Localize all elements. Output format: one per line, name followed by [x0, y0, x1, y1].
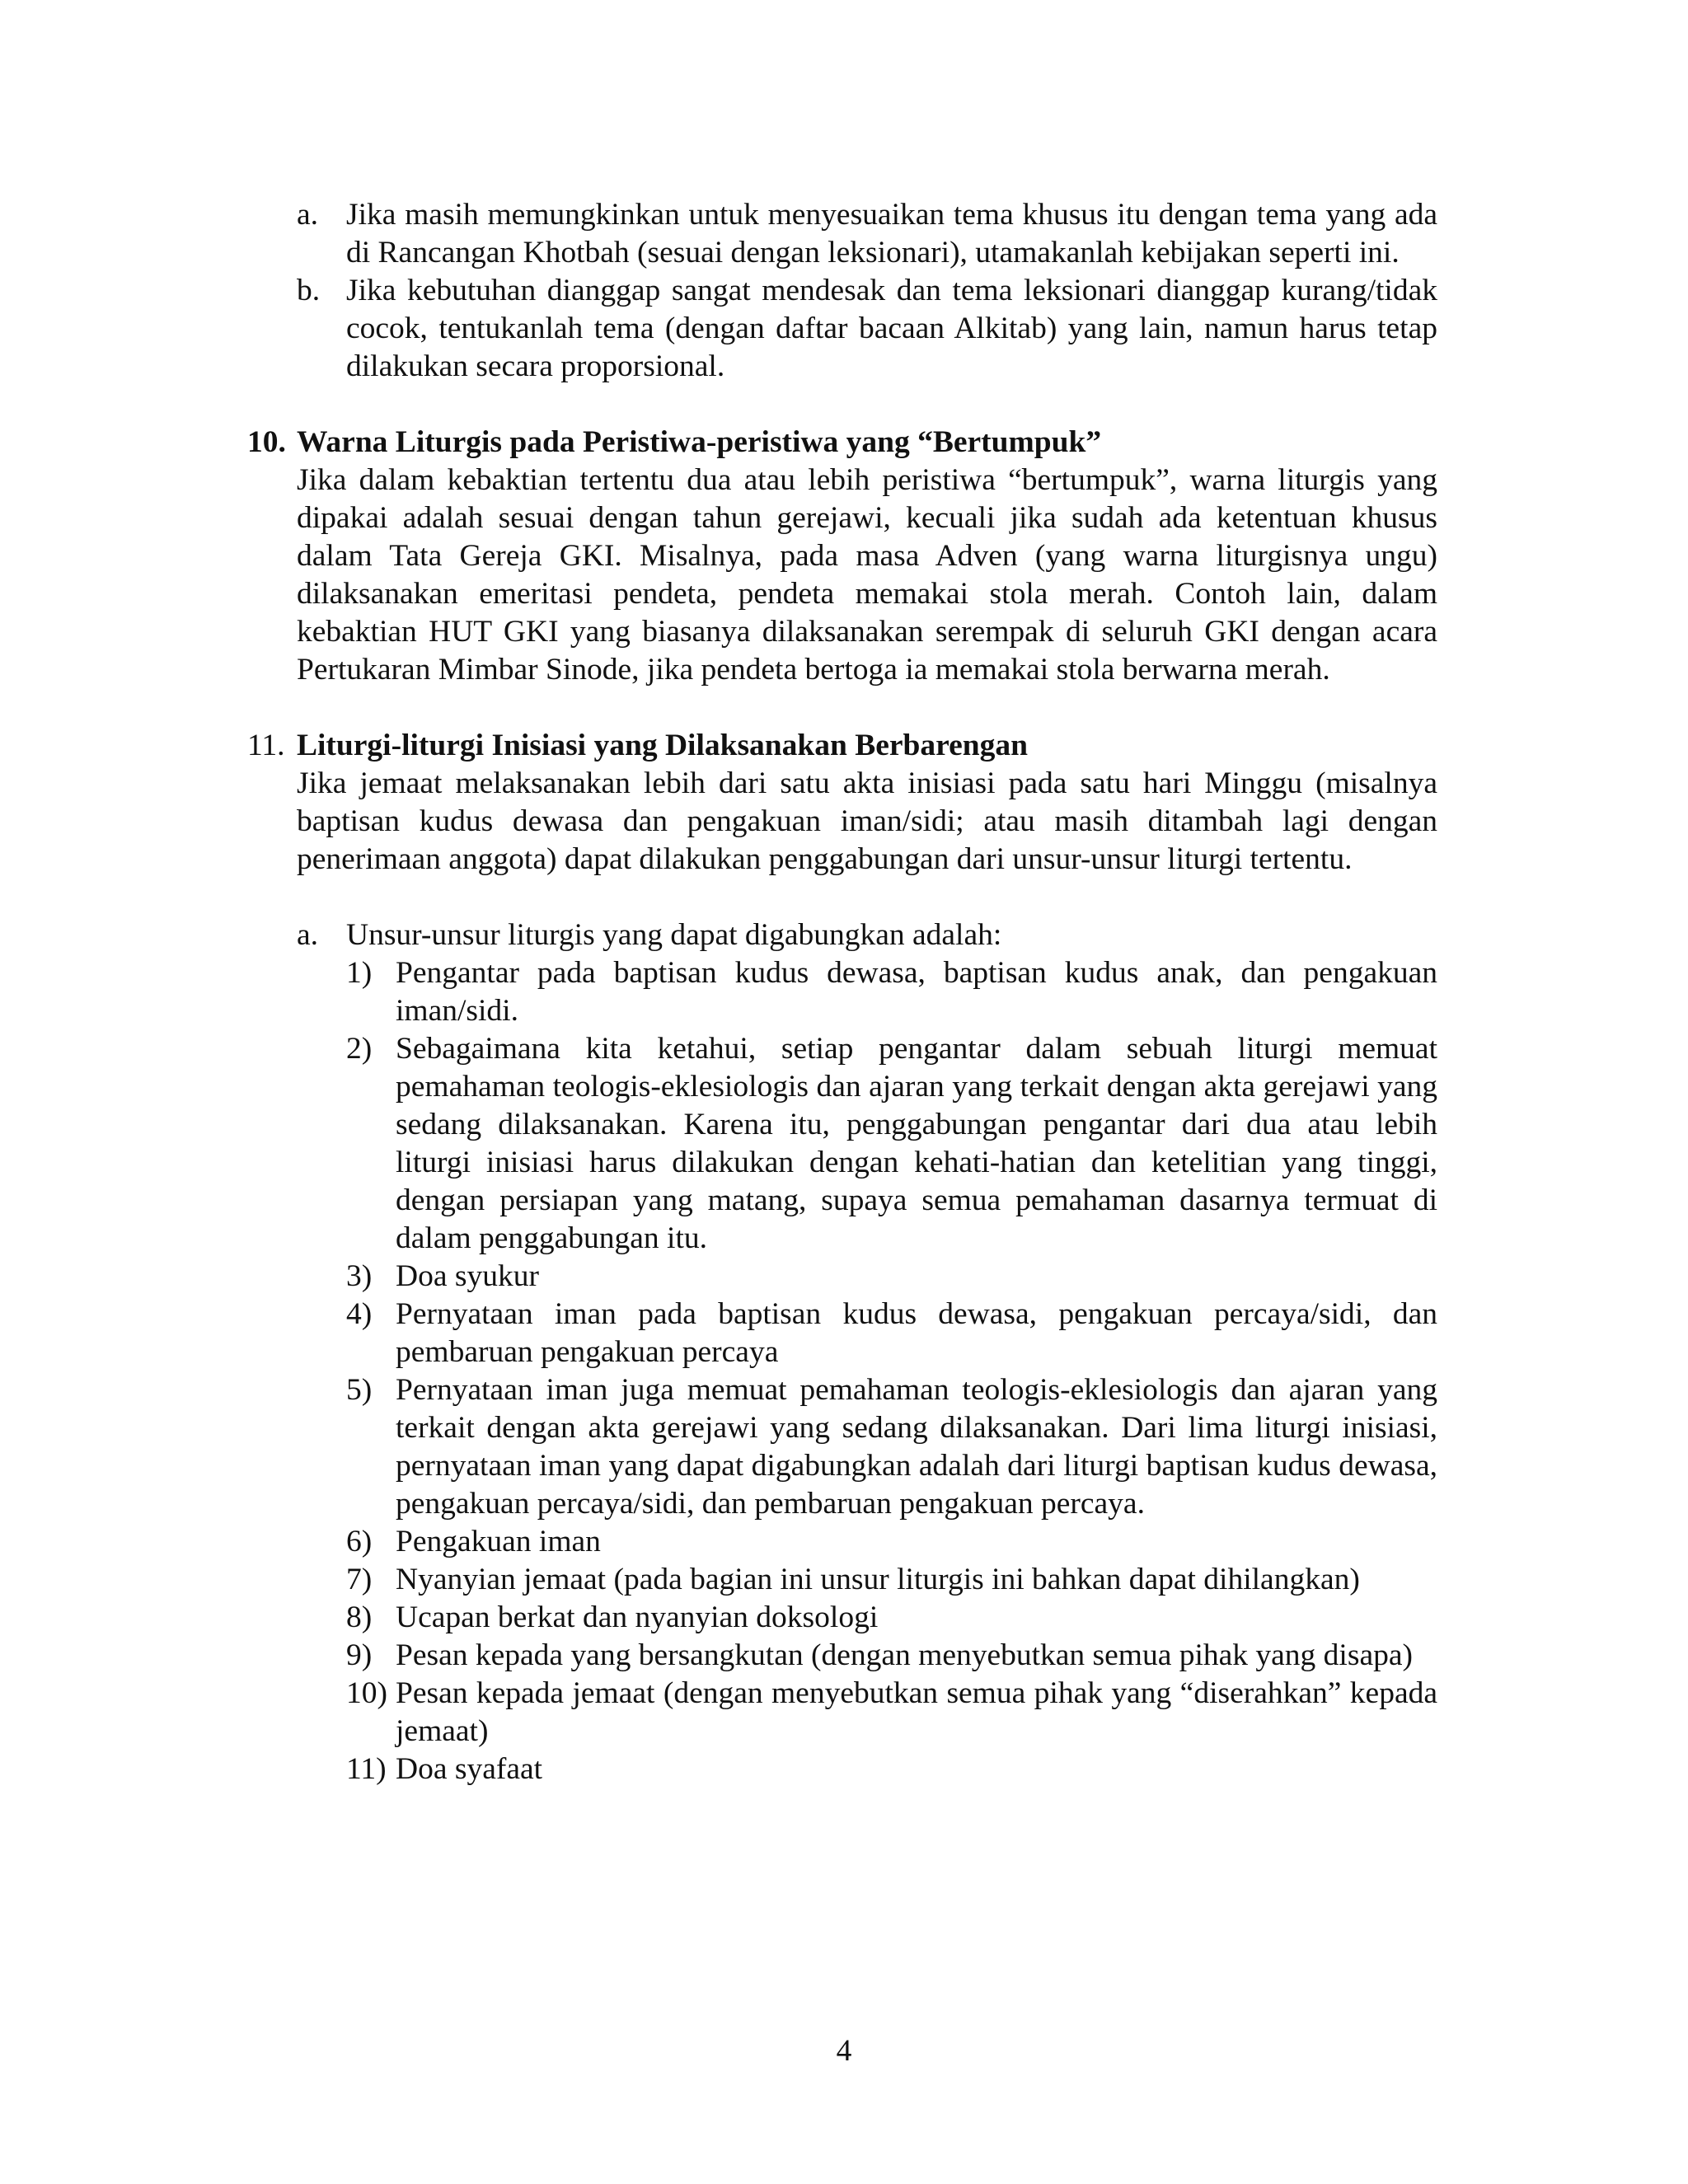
item-number: 6) — [346, 1525, 373, 1558]
numbered-item — [247, 1296, 1437, 1371]
numbered-item — [247, 1637, 1437, 1675]
numbered-item — [247, 1371, 1437, 1523]
numbered-item — [247, 1030, 1437, 1258]
list-item — [247, 916, 1437, 954]
item-number: 8) — [346, 1601, 373, 1634]
item-number: 4) — [346, 1297, 373, 1331]
spacer — [247, 386, 1437, 424]
item-number: 3) — [346, 1259, 373, 1293]
section-body: Jika jemaat melaksanakan lebih dari satu akta inisiasi pada satu hari Minggu (misalnya baptisan kudus dewasa dan pengakuan iman/sidi; atau masih ditambah lagi dengan penerimaan anggota) dapat dilakukan penggabungan dari unsur-unsur liturgi tertentu. — [297, 766, 1437, 876]
numbered-item — [247, 1750, 1437, 1788]
section-title: Liturgi-liturgi Inisiasi yang Dilaksanakan Berbarengan — [297, 729, 1028, 762]
item-text: Doa syafaat — [396, 1752, 543, 1786]
spacer — [247, 879, 1437, 916]
item-number: 2) — [346, 1032, 373, 1066]
numbered-item — [247, 1523, 1437, 1561]
item-text: Doa syukur — [396, 1259, 539, 1293]
section-number: 11. — [247, 729, 285, 762]
item-number: 1) — [346, 956, 373, 990]
list-marker: a. — [297, 198, 319, 232]
section-heading-11 — [247, 727, 1437, 765]
item-text: Pesan kepada yang bersangkutan (dengan menyebutkan semua pihak yang disapa) — [396, 1638, 1413, 1672]
item-text: Pesan kepada jemaat (dengan menyebutkan semua pihak yang “diserahkan” kepada jemaat) — [396, 1676, 1437, 1748]
numbered-item — [247, 1675, 1437, 1750]
item-number: 5) — [346, 1373, 373, 1407]
item-text: Sebagaimana kita ketahui, setiap pengantar dalam sebuah liturgi memuat pemahaman teologis-eklesiologis dan ajaran yang terkait dengan akta gerejawi yang sedang dilaksanakan. Karena itu, penggabungan pengantar dari dua atau lebih liturgi inisiasi harus dilakukan dengan kehati-hatian dan ketelitian yang tinggi, dengan persiapan yang matang, supaya semua pemahaman dasarnya termuat di dalam penggabungan itu. — [396, 1032, 1437, 1255]
item-text: Pengakuan iman — [396, 1525, 601, 1558]
list-marker: a. — [297, 918, 319, 952]
list-item — [247, 272, 1437, 386]
item-text: Pernyataan iman juga memuat pemahaman teologis-eklesiologis dan ajaran yang terkait dengan akta gerejawi yang sedang dilaksanakan. Dari lima liturgi inisiasi, pernyataan iman yang dapat digabungkan adalah dari liturgi baptisan kudus dewasa, pengakuan percaya/sidi, dan pembaruan pengakuan percaya. — [396, 1373, 1437, 1521]
list-marker: b. — [297, 274, 321, 307]
item-number: 7) — [346, 1563, 373, 1596]
section-number: 10. — [247, 425, 286, 459]
item-text: Ucapan berkat dan nyanyian doksologi — [396, 1601, 879, 1634]
list-item-text: Unsur-unsur liturgis yang dapat digabungkan adalah: — [346, 918, 1002, 952]
section-title: Warna Liturgis pada Peristiwa-peristiwa yang “Bertumpuk” — [297, 425, 1102, 459]
item-text: Pernyataan iman pada baptisan kudus dewasa, pengakuan percaya/sidi, dan pembaruan pengakuan percaya — [396, 1297, 1437, 1369]
list-item — [247, 196, 1437, 272]
item-number: 11) — [346, 1752, 387, 1786]
spacer — [247, 689, 1437, 727]
page-number: 4 — [836, 2034, 852, 2068]
numbered-item — [247, 1258, 1437, 1296]
section-heading-10 — [247, 424, 1437, 462]
list-item-text: Jika masih memungkinkan untuk menyesuaikan tema khusus itu dengan tema yang ada di Rancangan Khotbah (sesuai dengan leksionari), utamakanlah kebijakan seperti ini. — [346, 198, 1437, 269]
item-number: 10) — [346, 1676, 387, 1710]
numbered-item — [247, 1561, 1437, 1599]
page-content — [247, 196, 1437, 1788]
numbered-item — [247, 1599, 1437, 1637]
numbered-item — [247, 954, 1437, 1030]
item-text: Pengantar pada baptisan kudus dewasa, baptisan kudus anak, dan pengakuan iman/sidi. — [396, 956, 1437, 1028]
item-number: 9) — [346, 1638, 373, 1672]
section-body: Jika dalam kebaktian tertentu dua atau lebih peristiwa “bertumpuk”, warna liturgis yang dipakai adalah sesuai dengan tahun gerejawi, kecuali jika sudah ada ketentuan khusus dalam Tata Gereja GKI. Misalnya, pada masa Adven (yang warna liturgisnya ungu) dilaksanakan emeritasi pendeta, pendeta memakai stola merah. Contoh lain, dalam kebaktian HUT GKI yang biasanya dilaksanakan serempak di seluruh GKI dengan acara Pertukaran Mimbar Sinode, jika pendeta bertoga ia memakai stola berwarna merah. — [297, 463, 1437, 687]
list-item-text: Jika kebutuhan dianggap sangat mendesak dan tema leksionari dianggap kurang/tidak cocok, tentukanlah tema (dengan daftar bacaan Alkitab) yang lain, namun harus tetap dilakukan secara proporsional. — [346, 274, 1437, 383]
item-text: Nyanyian jemaat (pada bagian ini unsur liturgis ini bahkan dapat dihilangkan) — [396, 1563, 1360, 1596]
